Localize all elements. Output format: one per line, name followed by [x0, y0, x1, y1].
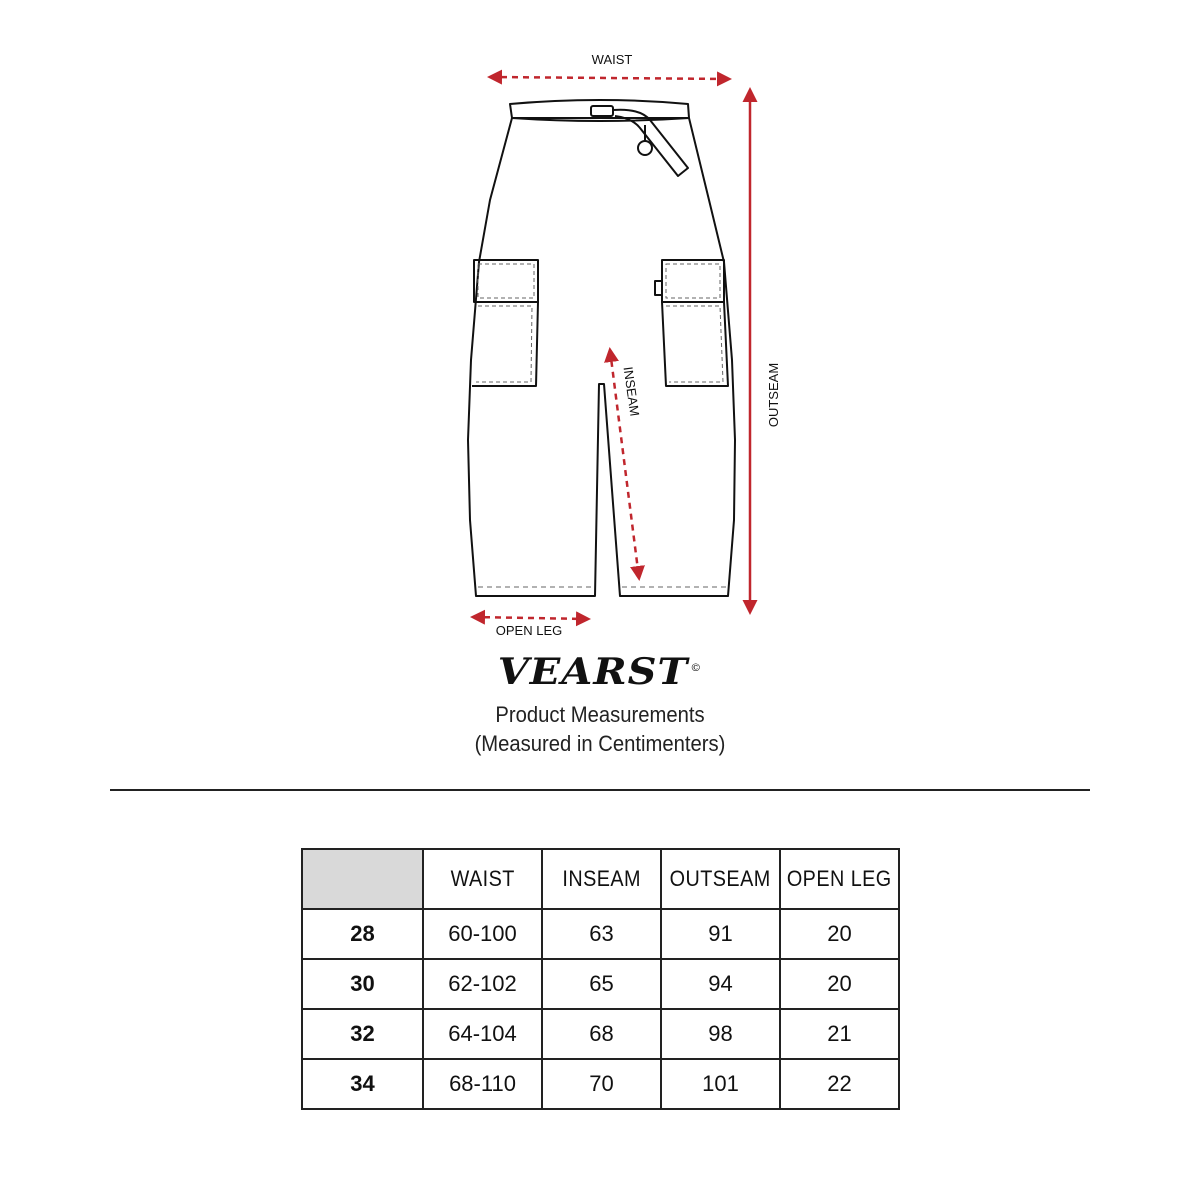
header-corner-cell	[302, 849, 423, 909]
pants-body	[468, 118, 735, 596]
belt-buckle	[591, 106, 613, 116]
open-leg-cell: 20	[780, 959, 899, 1009]
header-inseam: INSEAM	[542, 849, 661, 909]
brand-logo	[0, 650, 1200, 693]
header-open-leg: OPEN LEG	[780, 849, 899, 909]
waist-cell: 60-100	[423, 909, 542, 959]
header-waist: WAIST	[423, 849, 542, 909]
waist-cell: 64-104	[423, 1009, 542, 1059]
header-outseam: OUTSEAM	[661, 849, 780, 909]
size-cell: 34	[302, 1059, 423, 1109]
size-chart-table	[301, 848, 900, 1110]
brand-name: VEARST	[497, 649, 689, 694]
outseam-cell: 101	[661, 1059, 780, 1109]
inseam-label: INSEAM	[620, 365, 643, 418]
waist-arrow	[490, 77, 729, 79]
pants-illustration	[468, 100, 735, 596]
outseam-label: OUTSEAM	[766, 362, 781, 428]
table-row	[302, 959, 899, 1009]
size-cell: 30	[302, 959, 423, 1009]
size-cell: 32	[302, 1009, 423, 1059]
divider	[110, 789, 1090, 791]
inseam-cell: 63	[542, 909, 661, 959]
table-header-row	[302, 849, 899, 909]
open-leg-cell: 22	[780, 1059, 899, 1109]
waist-label: WAIST	[591, 52, 633, 67]
open-leg-cell: 20	[780, 909, 899, 959]
open-leg-label: OPEN LEG	[495, 623, 563, 638]
outseam-cell: 91	[661, 909, 780, 959]
table-row	[302, 909, 899, 959]
waist-cell: 62-102	[423, 959, 542, 1009]
page-title: Product Measurements	[495, 702, 705, 727]
inseam-cell: 68	[542, 1009, 661, 1059]
waist-cell: 68-110	[423, 1059, 542, 1109]
outseam-cell: 94	[661, 959, 780, 1009]
right-cargo-pocket	[655, 260, 728, 386]
inseam-cell: 70	[542, 1059, 661, 1109]
open-leg-cell: 21	[780, 1009, 899, 1059]
table-row	[302, 1009, 899, 1059]
copyright-mark: ©	[690, 661, 703, 674]
inseam-cell: 65	[542, 959, 661, 1009]
page-subtitle: (Measured in Centimenters)	[474, 731, 726, 756]
outseam-cell: 98	[661, 1009, 780, 1059]
size-cell: 28	[302, 909, 423, 959]
open-leg-arrow	[473, 617, 588, 619]
left-cargo-pocket	[472, 260, 538, 386]
table-row	[302, 1059, 899, 1109]
